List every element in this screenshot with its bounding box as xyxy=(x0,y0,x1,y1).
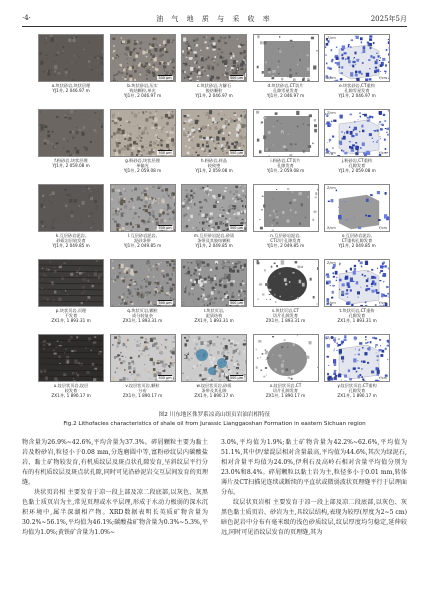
panel-caption: u.纹层状页岩,纹层 较发育 ZX1井, 1 890.17 m xyxy=(51,383,91,398)
panel-image xyxy=(324,334,390,382)
axis-label-z: Z/cm xyxy=(327,186,336,190)
issue-date: 2025年5月 xyxy=(370,15,407,23)
panel-caption: c.块状砂岩,方解石 胶结颗粒 YJ1井, 2 046.97 m xyxy=(195,83,233,98)
panel-caption: l.互层砂岩泥岩, 泥砂条带 YJ1井, 2 049.85 m xyxy=(123,233,162,248)
panel-caption: i.粉砂岩,CT切片 孔隙发育 YJ1井, 2 059.08 m xyxy=(266,158,305,173)
panel-image xyxy=(38,184,104,232)
panel-image xyxy=(324,109,390,157)
scale-bar: 500 μm xyxy=(158,76,172,80)
panel-image xyxy=(38,259,104,307)
panel-caption: h.粉砂岩,样品 较致密 YJ1井, 2 059.08 m xyxy=(195,158,233,173)
body-left-column xyxy=(22,438,208,538)
axis-label-z: Z/cm xyxy=(327,36,336,40)
panel-image xyxy=(110,109,176,157)
panel-image xyxy=(324,184,390,232)
body-paragraph: 物含量为26.9%~42.6%,平均含量为37.3%。碎屑颗粒主要为黏土岩及粉砂岩,粒径小于0.08 mm,分选磨圆中等,富粉砂纹层内碳酸盐岩、黏土矿物较发育,有机质纹层及斑点状孔隙发育,呈斜纹层平行分布的有机质纹层及斑点状孔隙,同时可见沿砂泥岩交互层间发育的页理缝。 xyxy=(22,439,208,486)
panel-caption: g.粉砂岩,块状层理 单偏光 YJ1井, 2 059.08 m xyxy=(123,158,162,173)
panel-image xyxy=(38,34,104,82)
panel-image xyxy=(253,334,319,382)
panel-caption: q.块状页岩,颗粒 成分较复杂 ZX1井, 1 893.31 m xyxy=(122,308,163,323)
panel-caption: y.纹层状页岩,CT重构 孔隙发育 ZX1井, 1 890.17 m xyxy=(337,383,377,398)
axis-label-x: X/cm xyxy=(327,376,336,380)
panel-image xyxy=(181,109,247,157)
scale-bar: 500 μm xyxy=(229,76,243,80)
panel-caption: p.块状页岩,页理 不发育 ZX1井, 1 893.31 m xyxy=(51,308,91,323)
axis-label-x: X/cm xyxy=(327,151,336,155)
journal-title: 油 气 地 质 与 采 收 率 xyxy=(156,15,273,23)
body-right-column xyxy=(221,438,407,538)
page-header xyxy=(22,14,407,26)
axis-label-y: Y/cm xyxy=(378,301,387,305)
panel-image xyxy=(253,259,319,307)
axis-label-x: X/cm xyxy=(327,301,336,305)
scale-bar: 500 μm xyxy=(158,151,172,155)
scale-bar: 500 μm xyxy=(158,226,172,230)
axis-label-z: Z/cm xyxy=(327,261,336,265)
panel-caption: j.粉砂岩,CT重构 孔隙发育 YJ1井, 2 059.08 m xyxy=(338,158,376,173)
panel-caption: k.互层砂岩泥岩, 砂质岩层较发育 YJ1井, 2 049.85 m xyxy=(52,233,90,248)
page-number: ·4· xyxy=(22,14,31,22)
panel-image xyxy=(38,334,104,382)
panel-image xyxy=(324,34,390,82)
panel-caption: m.互层砂岩泥岩,砂质 条带及其胶结颗粒 YJ1井, 2 049.85 m xyxy=(193,233,235,248)
panel-image xyxy=(181,334,247,382)
axis-label-y: Y/cm xyxy=(378,151,387,155)
scale-bar: 500 μm xyxy=(229,151,243,155)
panel-caption: n.互层砂岩泥岩, CT切片孔隙发育 YJ1井, 2 049.85 m xyxy=(266,233,305,248)
figure-caption-cn: 图2 川东地区侏罗系凉高山组页岩油岩相特征 xyxy=(158,412,271,418)
panel-image xyxy=(253,34,319,82)
panel-image xyxy=(253,109,319,157)
header-rule xyxy=(22,26,407,27)
axis-label-x: X/cm xyxy=(327,76,336,80)
figure-caption-en: Fig.2 Lithofacies characteristics of shale oil from Jurassic Lianggaoshan Formation in eastern Sichuan region xyxy=(63,421,366,427)
axis-label-z: Z/cm xyxy=(327,111,336,115)
panel-image xyxy=(110,259,176,307)
panel-caption: f.粉砂岩,块状层理 YJ1井, 2 059.08 m xyxy=(52,158,90,168)
axis-label-y: Y/cm xyxy=(378,376,387,380)
panel-caption: b.块状砂岩,压实 致结颗粒,单光 YJ1井, 2 046.97 m xyxy=(123,83,162,98)
panel-caption: s.块状页岩,CT 切片孔隙发育 ZX1井, 1 893.31 m xyxy=(265,308,306,323)
body-paragraph: 块状页岩相 主要发育于凉一段上部及凉二段底部,以灰色、灰黑色黏土质页岩为主,常见页理或水平层理,形成于水动力极弱的深水沉积环境中,属半深湖相产物。XRD数据表明长英质矿物含量为30.2%~56.1%,平均值为46.1%;碳酸盐矿物含量为0.3%~5.3%,平均值为1.0%;黄铁矿含量为1.0%~ xyxy=(22,489,208,536)
scale-bar: 500 μm xyxy=(158,376,172,380)
body-paragraph: 纹层状页岩相 主要发育于凉一段上部及凉二段底部,以灰色、灰黑色黏土质页岩、砂岩为主,具纹层结构,表现为较厚(厚度为2~5 cm)暗色泥岩中分布有毫米级的浅色砂质纹层,纹层厚度均匀稳定,延伸较远,同时可见沿纹层发育的页理缝,其为 xyxy=(221,499,407,536)
panel-image xyxy=(110,184,176,232)
panel-caption: e.块状砂岩,CT重构 孔隙零星发育 YJ1井, 2 046.97 m xyxy=(338,83,376,98)
panel-image xyxy=(38,109,104,157)
panel-image xyxy=(181,184,247,232)
panel-image xyxy=(181,34,247,82)
panel-caption: o.互层砂岩泥岩, CT重构孔隙发育 YJ1井, 2 049.85 m xyxy=(338,233,376,248)
panel-image xyxy=(181,259,247,307)
panel-caption: d.块状砂岩,CT切片 孔隙零星发育 YJ1井, 2 046.97 m xyxy=(266,83,305,98)
panel-image xyxy=(324,259,390,307)
axis-label-y: Y/cm xyxy=(378,76,387,80)
panel-caption: r.块状页岩, 泥质结构 ZX1井, 1 893.31 m xyxy=(194,308,234,323)
axis-label-x: X/cm xyxy=(327,226,336,230)
scale-bar: 500 μm xyxy=(229,301,243,305)
panel-image xyxy=(110,334,176,382)
axis-label-y: Y/cm xyxy=(378,226,387,230)
panel-caption: t.块状页岩,CT重构 孔隙发育 ZX1井, 1 893.31 m xyxy=(337,308,377,323)
panel-caption: v.纹层状页岩,颗粒 分布 ZX1井, 1 890.17 m xyxy=(122,383,163,398)
panel-caption: w.纹层状页岩,砂质 条带及其孔隙 ZX1井, 1 890.17 m xyxy=(194,383,234,398)
scale-bar: 500 μm xyxy=(229,226,243,230)
axis-label-z: Z/cm xyxy=(327,336,336,340)
scale-bar: 500 μm xyxy=(158,301,172,305)
panel-image xyxy=(253,184,319,232)
panel-caption: a.块状砂岩,块状层理 YJ1井, 2 046.97 m xyxy=(51,83,91,93)
scale-bar: 500 μm xyxy=(229,376,243,380)
panel-image xyxy=(110,34,176,82)
body-paragraph: 3.0%,平均值为1.9%;黏土矿物含量为42.2%~62.6%,平均值为51.1%,其中伊/蒙混层相对含量最高,平均值为44.6%,其次为绿泥石,相对含量平均值为24.0%,伊利石及高岭石相对含量平均值分别为23.0%和8.4%。碎屑颗粒以黏土岩为主,粒径多小于0.01 mm,转体薄片及CT扫描见连续或断续的平直状或微弱波状页理缝平行于层理面分布。 xyxy=(221,439,407,496)
panel-caption: x.纹层状页岩,CT 切片孔隙发育 ZX1井, 1 890.17 m xyxy=(265,383,306,398)
